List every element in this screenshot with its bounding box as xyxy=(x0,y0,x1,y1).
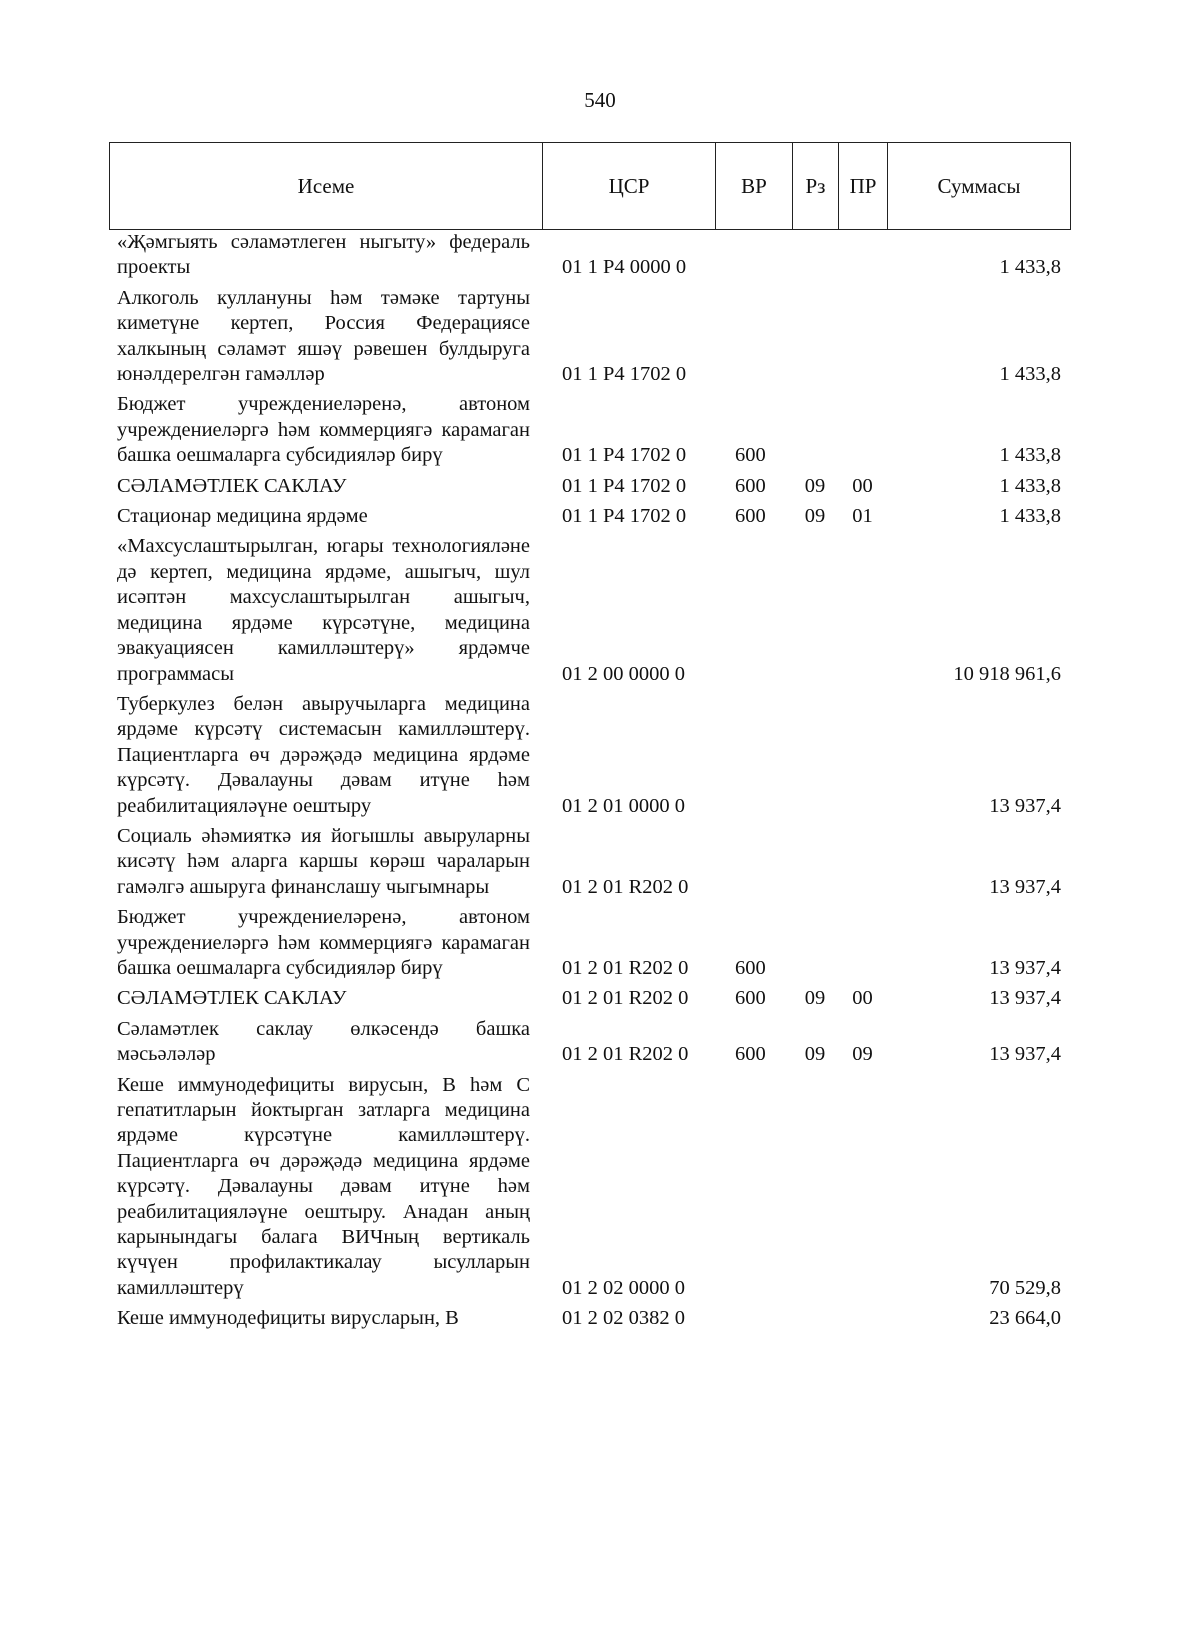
row-vr: 600 xyxy=(735,987,766,1010)
page-number: 540 xyxy=(584,88,616,112)
row-csr: 01 1 P4 1702 0 xyxy=(562,474,687,497)
row-rz: 09 xyxy=(804,1043,826,1066)
row-pr xyxy=(838,1301,887,1331)
row-name: Кеше иммунодефициты вирусларын, В xyxy=(117,1307,459,1330)
table-row xyxy=(109,1012,1070,1068)
row-name: Кеше иммунодефициты вирусын, В һәм С гепатитларын йоктырган затларга медицина ярдәме күрсәтүне камилләштерү. Пациентларга өч дәрәҗәдә медицина ярдәме күрсәтү. Дәвалауны дәвам итүне һәм реабилитацияләүне оештыру. Анадан аның карынындагы балага ВИЧның вертикаль күчүен профилактикалау ысулларын камилләштерү xyxy=(117,1073,530,1299)
row-csr: 01 1 P4 1702 0 xyxy=(562,363,687,386)
table-row xyxy=(109,230,1070,281)
row-pr xyxy=(838,529,887,686)
row-rz xyxy=(792,230,838,281)
header-rz: Рз xyxy=(793,143,839,230)
row-csr: 01 2 01 R202 0 xyxy=(562,956,689,979)
row-vr: 600 xyxy=(735,474,766,497)
row-rz xyxy=(792,387,838,468)
table-rows xyxy=(109,230,1070,1332)
row-pr xyxy=(838,387,887,468)
row-csr: 01 2 01 R202 0 xyxy=(562,1043,689,1066)
row-name: Стационар медицина ярдәме xyxy=(117,505,368,528)
row-name: Алкоголь куллануны һәм тәмәке тартуны киметүне кертеп, Россия Федерациясе халкының сәламәт яшәү рәвешен булдыруга юнәлдерелгән гамәлләр xyxy=(117,286,530,386)
row-csr: 01 2 01 R202 0 xyxy=(562,987,689,1010)
header-vr: ВР xyxy=(716,143,793,230)
row-pr xyxy=(838,819,887,900)
row-sum: 13 937,4 xyxy=(989,794,1061,817)
row-pr xyxy=(838,687,887,819)
row-csr: 01 2 01 0000 0 xyxy=(562,794,685,817)
row-sum: 1 433,8 xyxy=(999,444,1061,467)
row-rz: 09 xyxy=(804,987,826,1010)
row-vr xyxy=(715,687,792,819)
row-pr xyxy=(838,230,887,281)
header-pr: ПР xyxy=(839,143,888,230)
row-sum: 1 433,8 xyxy=(999,505,1061,528)
table-row xyxy=(109,1301,1070,1331)
row-rz xyxy=(792,900,838,981)
row-sum: 1 433,8 xyxy=(999,474,1061,497)
row-vr xyxy=(715,230,792,281)
row-csr: 01 1 P4 0000 0 xyxy=(562,256,687,279)
row-name: Бюджет учреждениеләренә, автоном учреждениеләргә һәм коммерциягә карамаган башка оешмаларга субсидияләр бирү xyxy=(117,906,530,979)
row-pr: 09 xyxy=(852,1043,873,1066)
table-body xyxy=(109,230,1070,1332)
row-sum: 13 937,4 xyxy=(989,875,1061,898)
row-name: Бюджет учреждениеләренә, автоном учреждениеләргә һәм коммерциягә карамаган башка оешмаларга субсидияләр бирү xyxy=(117,393,530,467)
table-row xyxy=(109,819,1070,900)
row-rz xyxy=(792,1301,838,1331)
row-rz xyxy=(792,819,838,900)
row-pr: 00 xyxy=(852,474,873,497)
row-vr: 600 xyxy=(735,505,766,528)
row-sum: 70 529,8 xyxy=(989,1276,1061,1299)
row-sum: 1 433,8 xyxy=(999,256,1061,279)
row-rz: 09 xyxy=(804,474,826,497)
row-sum: 13 937,4 xyxy=(989,956,1061,979)
table-row xyxy=(109,687,1070,819)
row-csr: 01 1 P4 1702 0 xyxy=(562,444,687,467)
row-csr: 01 2 02 0382 0 xyxy=(562,1307,685,1330)
row-vr xyxy=(715,1301,792,1331)
row-sum: 13 937,4 xyxy=(989,1043,1061,1066)
row-vr: 600 xyxy=(735,956,766,979)
row-csr: 01 2 02 0000 0 xyxy=(562,1276,685,1299)
header-sum: Суммасы xyxy=(888,143,1071,230)
row-csr: 01 1 P4 1702 0 xyxy=(562,505,687,528)
table-header xyxy=(109,142,1071,230)
row-sum: 10 918 961,6 xyxy=(953,662,1061,685)
row-pr: 00 xyxy=(852,987,873,1010)
row-vr xyxy=(715,819,792,900)
row-csr: 01 2 01 R202 0 xyxy=(562,875,689,898)
header-csr: ЦСР xyxy=(543,143,716,230)
row-rz xyxy=(792,1068,838,1302)
row-name: Социаль әһәмияткә ия йогышлы авыруларны кисәтү һәм аларга каршы көрәш чараларын гамәлгә ашыруга финанслашу чыгымнары xyxy=(117,824,530,898)
row-vr xyxy=(715,1068,792,1302)
row-name: «Махсуслаштырылган, югары технологияләне дә кертеп, медицина ярдәме, ашыгыч, шул исәптән махсуслаштырылган ашыгыч, медицина ярдәме күрсәтүне, медицина эвакуациясен камилләштерү» ярдәмче программасы xyxy=(117,535,530,685)
table-row xyxy=(109,981,1070,1011)
row-sum: 23 664,0 xyxy=(989,1307,1061,1330)
row-csr: 01 2 00 0000 0 xyxy=(562,662,685,685)
row-name: Туберкулез белән авыручыларга медицина ярдәме күрсәтү системасын камилләштерү. Пациентларга өч дәрәҗәдә медицина ярдәме күрсәтү. Дәвалауны дәвам итүне һәм реабилитацияләүне оештыру xyxy=(117,692,530,817)
row-name: «Җәмгыять сәламәтлеген ныгыту» федераль проекты xyxy=(117,231,530,279)
row-name: СӘЛАМӘТЛЕК САКЛАУ xyxy=(117,987,347,1010)
row-name: СӘЛАМӘТЛЕК САКЛАУ xyxy=(117,474,347,497)
table-row xyxy=(109,387,1070,468)
row-pr xyxy=(838,1068,887,1302)
row-pr xyxy=(838,900,887,981)
row-vr: 600 xyxy=(735,444,766,467)
table-row xyxy=(109,1068,1070,1302)
row-rz xyxy=(792,687,838,819)
row-sum: 13 937,4 xyxy=(989,987,1061,1010)
row-pr xyxy=(838,281,887,388)
row-name: Сәламәтлек саклау өлкәсендә башка мәсьәләләр xyxy=(117,1017,530,1066)
row-vr xyxy=(715,529,792,686)
row-vr: 600 xyxy=(735,1043,766,1066)
header-name: Исеме xyxy=(110,143,543,230)
table-row xyxy=(109,900,1070,981)
row-sum: 1 433,8 xyxy=(999,363,1061,386)
row-rz xyxy=(792,281,838,388)
row-rz xyxy=(792,529,838,686)
table-row xyxy=(109,499,1070,529)
table-row xyxy=(109,529,1070,686)
row-pr: 01 xyxy=(852,505,873,528)
table-row xyxy=(109,469,1070,499)
row-vr xyxy=(715,281,792,388)
row-rz: 09 xyxy=(804,505,826,528)
table-row xyxy=(109,281,1070,388)
